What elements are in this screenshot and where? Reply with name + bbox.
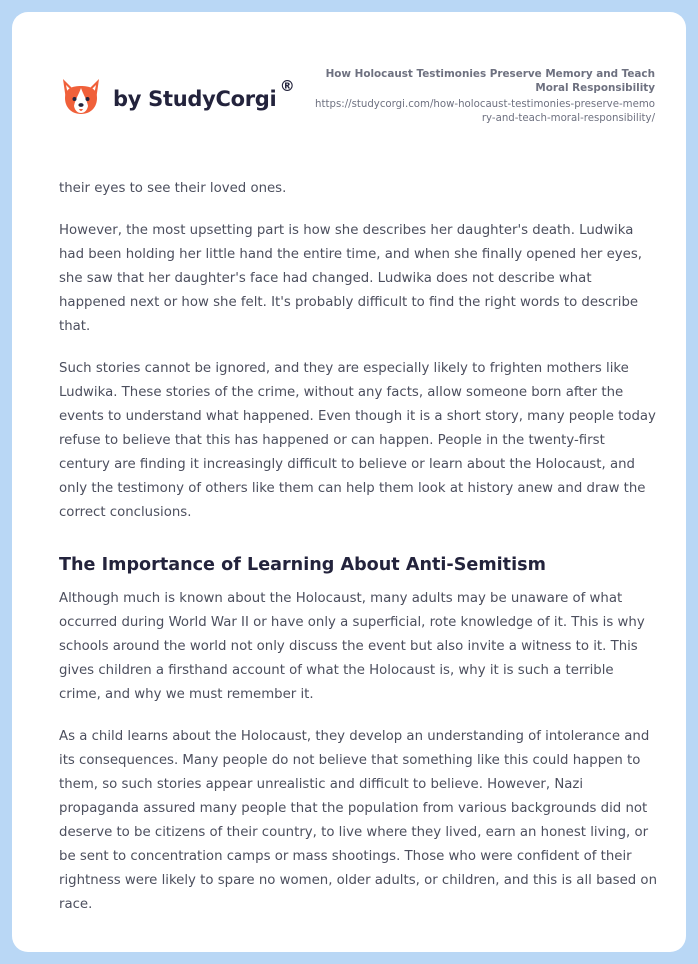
- page-header: [12, 12, 686, 162]
- article-body: [59, 177, 659, 935]
- section-heading: The Importance of Learning About Anti-Semitism: [59, 555, 546, 575]
- brand-text: by StudyCorgi: [113, 87, 277, 111]
- document-meta: [315, 67, 655, 125]
- document-title: How Holocaust Testimonies Preserve Memory and Teach Moral Responsibility: [325, 68, 655, 94]
- document-url[interactable]: https://studycorgi.com/how-holocaust-testimonies-preserve-memory-and-teach-moral-responsibility/: [315, 99, 655, 124]
- studycorgi-logo[interactable]: [60, 76, 295, 120]
- paragraph: Although much is known about the Holocaust, many adults may be unaware of what occurred during World War II or have only a superficial, rote knowledge of it. This is why schools around the world not only discuss the event but also invite a witness to it. This gives children a firsthand account of what the Holocaust is, why it is such a terrible crime, and why we must remember it.: [59, 591, 645, 702]
- paragraph: Such stories cannot be ignored, and they are especially likely to frighten mothers like Ludwika. These stories of the crime, without any facts, allow someone born after the events to understand what happened. Even though it is a short story, many people today refuse to believe that this has happened or can happen. People in the twenty-first century are finding it increasingly difficult to believe or learn about the Holocaust, and only the testimony of others like them can help them look at history anew and draw the correct conclusions.: [59, 361, 656, 520]
- corgi-logo-icon: [60, 76, 102, 120]
- paragraph: As a child learns about the Holocaust, they develop an understanding of intolerance and its consequences. Many people do not believe that something like this could happen to them, so such stories appear unrealistic and difficult to believe. However, Nazi propaganda assured many people that the population from various backgrounds did not deserve to be citizens of their country, to live where they lived, earn an honest living, or be sent to concentration camps or mass shootings. Those who were confident of their rightness were likely to spare no women, older adults, or children, and this is all based on race.: [59, 729, 657, 912]
- paragraph: their eyes to see their loved ones.: [59, 181, 287, 196]
- brand-name: [113, 77, 295, 111]
- registered-mark: ®: [279, 77, 295, 95]
- document-page: [12, 12, 686, 952]
- paragraph: However, the most upsetting part is how she describes her daughter's death. Ludwika had been holding her little hand the entire time, and when she finally opened her eyes, she saw that her daughter's face had changed. Ludwika does not describe what happened next or how she felt. It's probably difficult to find the right words to describe that.: [59, 223, 643, 334]
